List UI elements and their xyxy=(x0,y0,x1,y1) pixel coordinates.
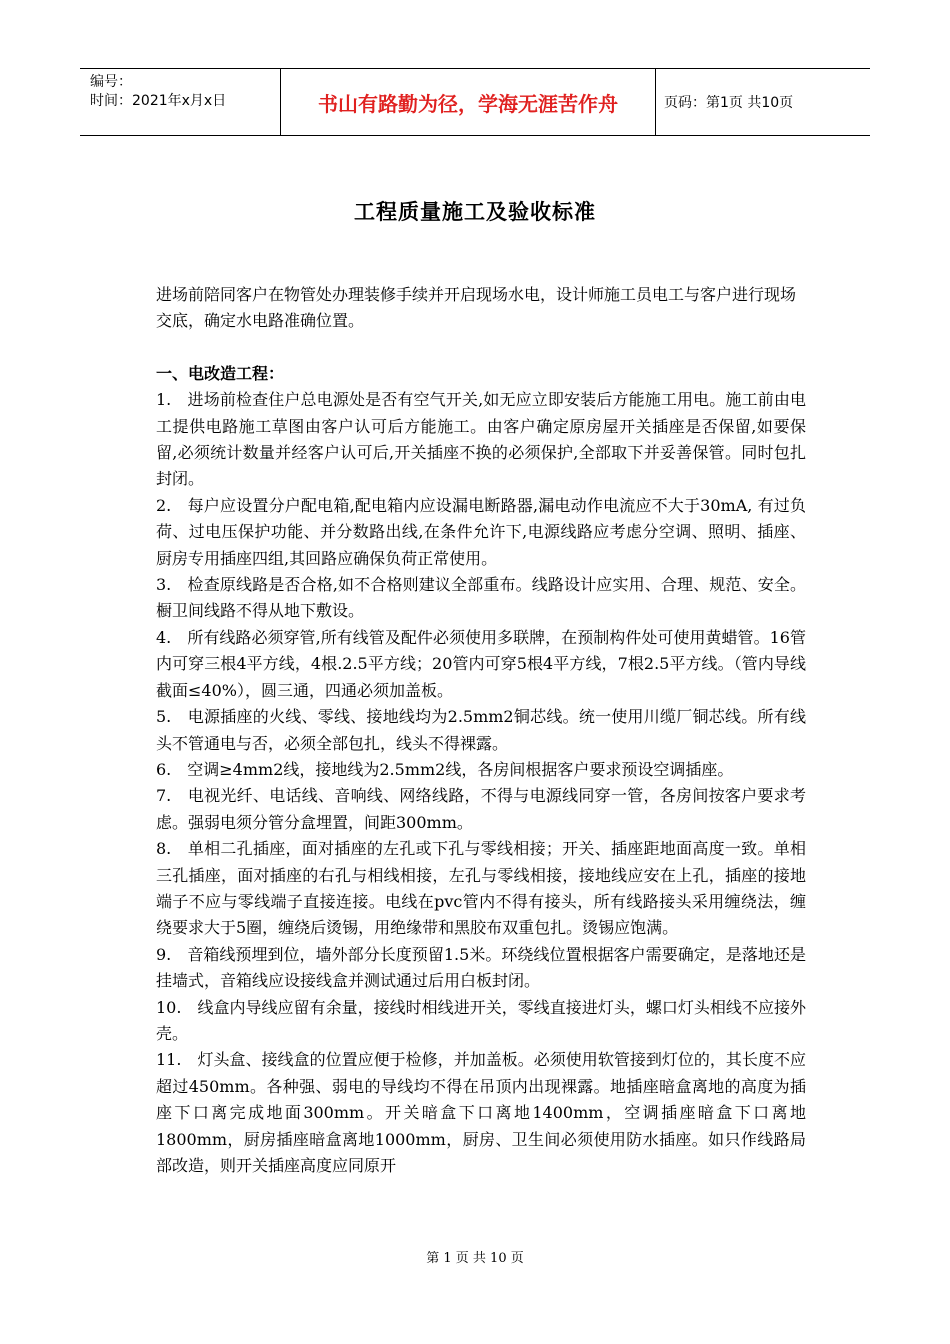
section-heading: 一、电改造工程： xyxy=(156,363,285,383)
list-item: 10. 线盒内导线应留有余量，接线时相线进开关，零线直接进灯头，螺口灯头相线不应接外壳。 xyxy=(156,997,806,1043)
list-item: 4. 所有线路必须穿管,所有线管及配件必须使用多联牌，在预制构件处可使用黄蜡管。16管内可穿三根4平方线，4根.2.5平方线；20管内可穿5根4平方线，7根2.5平方线。（管内导线截面≤40%），圆三通，四通必须加盖板。 xyxy=(156,627,806,700)
list-item: 6. 空调≥4mm2线，接地线为2.5mm2线，各房间根据客户要求预设空调插座。 xyxy=(156,759,734,779)
header-motto: 书山有路勤为径，学海无涯苦作舟 xyxy=(280,69,656,135)
header-page-info: 页码：第1页 共10页 xyxy=(664,95,794,111)
document-number-label: 编号： xyxy=(90,74,132,90)
document-date: 时间：2021年x月x日 xyxy=(90,93,227,109)
document-title: 工程质量施工及验收标准 xyxy=(354,200,596,224)
list-item: 9. 音箱线预埋到位，墙外部分长度预留1.5米。环绕线位置根据客户需要确定，是落地还是挂墙式，音箱线应设接线盒并测试通过后用白板封闭。 xyxy=(156,944,806,991)
list-item: 8. 单相二孔插座，面对插座的左孔或下孔与零线相接；开关、插座距地面高度一致。单相三孔插座，面对插座的右孔与相线相接，左孔与零线相接，接地线应安在上孔，插座的接地端子不应与零线端子直接连接。电线在pvc管内不得有接头，所有线路接头采用缠绕法，缠绕要求大于5圈，缠绕后烫锡，用绝缘带和黑胶布双重包扎。烫锡应饱满。 xyxy=(156,839,806,938)
list-item: 5. 电源插座的火线、零线、接地线均为2.5mm2铜芯线。统一使用川缆厂铜芯线。所有线头不管通电与否，必须全部包扎，线头不得裸露。 xyxy=(156,707,806,753)
page-header xyxy=(80,68,870,136)
intro-paragraph: 进场前陪同客户在物管处办理装修手续并开启现场水电，设计师施工员电工与客户进行现场交底，确定水电路准确位置。 xyxy=(156,285,797,331)
page-footer: 第 1 页 共 10 页 xyxy=(426,1251,524,1266)
list-item: 11. 灯头盒、接线盒的位置应便于检修，并加盖板。必须使用软管接到灯位的，其长度不应超过450mm。各种强、弱电的导线均不得在吊顶内出现裸露。地插座暗盒离地的高度为插座下口离完成地面300mm。开关暗盒下口离地1400mm，空调插座暗盒下口离地1800mm，厨房插座暗盒离地1000mm，厨房、卫生间必须使用防水插座。如只作线路局部改造，则开关插座高度应同原开 xyxy=(156,1050,806,1175)
list-item: 3. 检查原线路是否合格,如不合格则建议全部重布。线路设计应实用、合理、规范、安全。橱卫间线路不得从地下敷设。 xyxy=(156,575,806,621)
list-item: 2. 每户应设置分户配电箱,配电箱内应设漏电断路器,漏电动作电流应不大于30mA, 有过负荷、过电压保护功能、并分数路出线,在条件允许下,电源线路应考虑分空调、照明、插座、厨房专用插座四组,其回路应确保负荷正常使用。 xyxy=(156,495,806,568)
header-meta xyxy=(80,69,280,135)
list-item: 7. 电视光纤、电话线、音响线、网络线路，不得与电源线同穿一管，各房间按客户要求考虑。强弱电须分管分盒埋置，间距300mm。 xyxy=(156,786,806,832)
list-item: 1. 进场前检查住户总电源处是否有空气开关,如无应立即安装后方能施工用电。施工前由电工提供电路施工草图由客户认可后方能施工。由客户确定原房屋开关插座是否保留,如要保留,必须统计数量并经客户认可后,开关插座不换的必须保护,全部取下并妥善保管。同时包扎封闭。 xyxy=(156,390,806,489)
document-body xyxy=(156,282,806,1179)
